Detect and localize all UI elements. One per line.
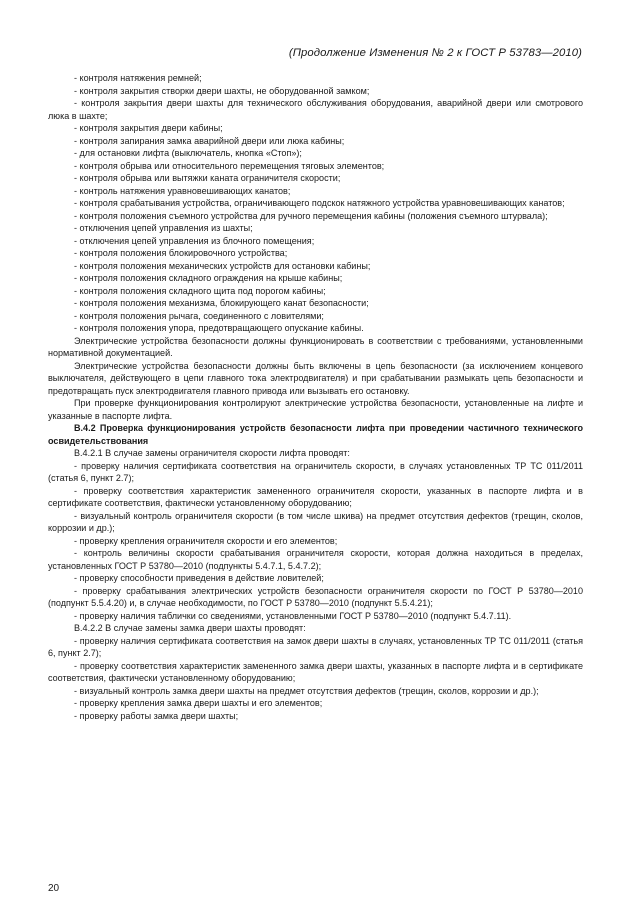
paragraph: - проверку наличия таблички со сведениями, установленными ГОСТ Р 53780—2010 (подпункт 5.4.7.11). (74, 610, 512, 621)
paragraph: - проверку крепления замка двери шахты и его элементов; (74, 698, 323, 708)
paragraph: - проверку наличия сертификата соответствия на ограничитель скорости, в случаях установленных ТР ТС 011/2011 (статья 6, пункт 2.7); (48, 460, 583, 483)
paragraph: - контроля положения механических устройств для остановки кабины; (74, 260, 371, 271)
paragraph: - контроль натяжения уравновешивающих канатов; (74, 185, 291, 196)
paragraph: - контроля обрыва или относительного перемещения тяговых элементов; (74, 160, 385, 171)
paragraph: - контроля закрытия двери кабины; (74, 123, 223, 133)
paragraph: - проверку работы замка двери шахты; (74, 710, 239, 721)
paragraph: В.4.2.2 В случае замены замка двери шахты проводят: (74, 623, 306, 633)
paragraph: - визуальный контроль замка двери шахты на предмет отсутствия дефектов (трещин, сколов, коррозии и др.); (74, 685, 539, 696)
paragraph: - контроля положения механизма, блокирующего канат безопасности; (74, 298, 369, 308)
paragraph: - для остановки лифта (выключатель, кнопка «Стоп»); (74, 148, 302, 158)
paragraph: - отключения цепей управления из блочного помещения; (74, 235, 315, 246)
paragraph: - контроль величины скорости срабатывания ограничителя скорости, которая должна находиться в пределах, установленных ГОСТ Р 53780—2010 (подпункты 5.4.7.1, 5.4.7.2); (48, 548, 583, 571)
paragraph: - контроля положения складного ограждения на крыше кабины; (74, 273, 343, 283)
paragraph: Электрические устройства безопасности должны быть включены в цепь безопасности (за исключением концевого выключателя, действующего в цепи главного тока электродвигателя) и при срабатывании размыкать цепь безопасности и предотвращать пуск электродвигателя главного привода или вызывать его остановку. (48, 360, 583, 396)
paragraph: - отключения цепей управления из шахты; (74, 223, 253, 233)
body-text (48, 72, 583, 722)
page-number: 20 (48, 883, 60, 894)
paragraph: Электрические устройства безопасности должны функционировать в соответствии с требованиями, установленными нормативной документацией. (48, 335, 583, 358)
paragraph: При проверке функционирования контролируют электрические устройства безопасности, установленные на лифте и указанные в паспорте лифта. (48, 398, 583, 421)
paragraph: - контроля закрытия двери шахты для технического обслуживания оборудования, аварийной двери или смотрового люка в шахте; (48, 98, 583, 121)
paragraph: - проверку крепления ограничителя скорости и его элементов; (74, 535, 338, 546)
paragraph: - контроля натяжения ремней; (74, 73, 202, 83)
paragraph: - проверку соответствия характеристик замененного замка двери шахты, указанных в паспорте лифта и в сертификате соответствия, фактически установленному оборудованию; (48, 660, 583, 683)
paragraph: - проверку срабатывания электрических устройств безопасности ограничителя скорости по ГОСТ Р 53780—2010 (подпункт 5.5.4.20) и, в случае необходимости, по ГОСТ Р 53780—2010 (подпункт 5.5.4.21); (48, 585, 583, 608)
running-header: (Продолжение Изменения № 2 к ГОСТ Р 53783—2010) (288, 47, 582, 59)
paragraph: - контроля запирания замка аварийной двери или люка кабины; (74, 135, 345, 146)
paragraph: - проверку наличия сертификата соответствия на замок двери шахты в случаях, установленных ТР ТС 011/2011 (статья 6, пункт 2.7); (48, 635, 583, 658)
paragraph: - контроля положения блокировочного устройства; (74, 248, 288, 258)
paragraph: - проверку соответствия характеристик замененного ограничителя скорости, указанных в паспорте лифта и в сертификате соответствия, фактически установленному оборудованию; (48, 485, 583, 508)
paragraph: - контроля положения съемного устройства для ручного перемещения кабины (положения съемного штурвала); (74, 210, 548, 221)
paragraph: - контроля закрытия створки двери шахты, не оборудованной замком; (74, 85, 370, 96)
paragraph: - контроля положения рычага, соединенного с ловителями; (74, 310, 324, 321)
paragraph: - контроля положения складного щита под порогом кабины; (74, 285, 326, 296)
paragraph: - контроля положения упора, предотвращающего опускание кабины. (74, 323, 364, 333)
paragraph: - контроля срабатывания устройства, ограничивающего подскок натяжного устройства уравновешивающих канатов; (74, 198, 565, 208)
paragraph: - контроля обрыва или вытяжки каната ограничителя скорости; (74, 173, 341, 183)
paragraph: В.4.2.1 В случае замены ограничителя скорости лифта проводят: (74, 448, 350, 458)
section-heading: В.4.2 Проверка функционирования устройств безопасности лифта при проведении частичного технического освидетельствования (48, 423, 583, 446)
paragraph: - визуальный контроль ограничителя скорости (в том числе шкива) на предмет отсутствия дефектов (трещин, сколов, коррозии и др.); (48, 510, 583, 533)
paragraph: - проверку способности приведения в действие ловителей; (74, 573, 324, 583)
